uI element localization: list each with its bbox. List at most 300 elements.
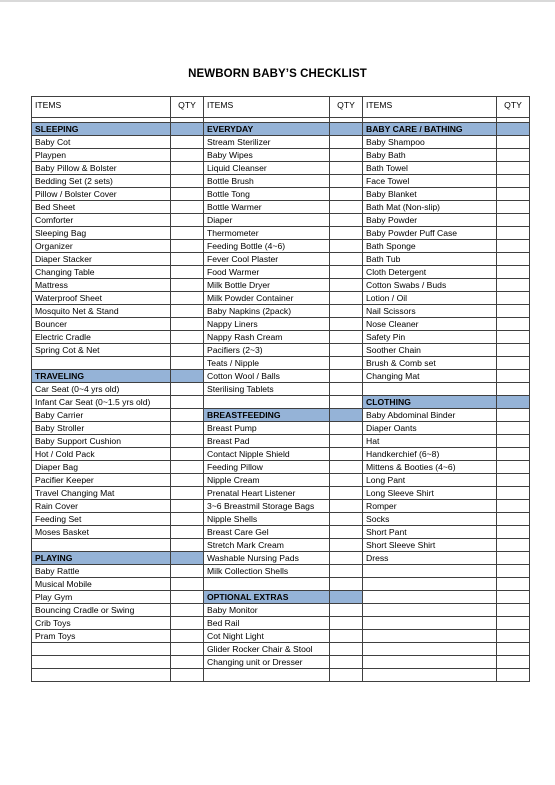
qty-cell[interactable] — [171, 448, 204, 461]
item-cell: Sterilising Tablets — [204, 383, 330, 396]
items-header: ITEMS — [32, 97, 171, 118]
section-header: EVERYDAY — [204, 123, 330, 136]
qty-cell[interactable] — [497, 383, 530, 396]
item-cell: Moses Basket — [32, 526, 171, 539]
item-cell — [363, 565, 497, 578]
qty-cell[interactable] — [171, 578, 204, 591]
qty-cell[interactable] — [171, 656, 204, 669]
item-cell: Breast Care Gel — [204, 526, 330, 539]
item-cell: Stretch Mark Cream — [204, 539, 330, 552]
qty-cell[interactable] — [497, 565, 530, 578]
checklist-row — [32, 591, 530, 604]
item-cell: Baby Napkins (2pack) — [204, 305, 330, 318]
item-cell: Bottle Warmer — [204, 201, 330, 214]
item-cell: Spring Cot & Net — [32, 344, 171, 357]
qty-cell[interactable] — [330, 318, 363, 331]
checklist-row — [32, 162, 530, 175]
qty-cell[interactable] — [330, 292, 363, 305]
checklist-row — [32, 435, 530, 448]
item-cell: Dress — [363, 552, 497, 565]
qty-cell[interactable] — [330, 136, 363, 149]
qty-cell[interactable] — [497, 487, 530, 500]
checklist-row — [32, 500, 530, 513]
checklist-row — [32, 123, 530, 136]
qty-cell[interactable] — [330, 344, 363, 357]
item-cell: Changing Mat — [363, 370, 497, 383]
qty-cell[interactable] — [497, 461, 530, 474]
qty-cell[interactable] — [330, 214, 363, 227]
item-cell — [204, 669, 330, 682]
item-cell: Milk Powder Container — [204, 292, 330, 305]
qty-cell[interactable] — [171, 526, 204, 539]
item-cell: Pacifiers (2~3) — [204, 344, 330, 357]
checklist-row — [32, 578, 530, 591]
qty-cell[interactable] — [171, 201, 204, 214]
item-cell: Pram Toys — [32, 630, 171, 643]
item-cell: Rain Cover — [32, 500, 171, 513]
qty-cell[interactable] — [497, 552, 530, 565]
qty-cell[interactable] — [330, 565, 363, 578]
checklist-row — [32, 513, 530, 526]
checklist-row — [32, 461, 530, 474]
section-header: CLOTHING — [363, 396, 497, 409]
qty-cell[interactable] — [171, 357, 204, 370]
item-cell: Baby Blanket — [363, 188, 497, 201]
item-cell: Electric Cradle — [32, 331, 171, 344]
item-cell: Breast Pump — [204, 422, 330, 435]
qty-cell[interactable] — [330, 227, 363, 240]
item-cell: Baby Wipes — [204, 149, 330, 162]
item-cell: Long Pant — [363, 474, 497, 487]
qty-cell[interactable] — [330, 474, 363, 487]
qty-cell[interactable] — [330, 279, 363, 292]
qty-cell[interactable] — [497, 526, 530, 539]
qty-cell[interactable] — [171, 214, 204, 227]
item-cell: Cloth Detergent — [363, 266, 497, 279]
qty-cell[interactable] — [497, 448, 530, 461]
qty-cell[interactable] — [497, 422, 530, 435]
item-cell — [204, 578, 330, 591]
item-cell: Bath Mat (Non-slip) — [363, 201, 497, 214]
item-cell: Baby Rattle — [32, 565, 171, 578]
item-cell: Face Towel — [363, 175, 497, 188]
qty-cell[interactable] — [497, 617, 530, 630]
checklist-row — [32, 409, 530, 422]
item-cell: Baby Powder — [363, 214, 497, 227]
item-cell: Musical Mobile — [32, 578, 171, 591]
qty-cell[interactable] — [497, 266, 530, 279]
checklist-row — [32, 292, 530, 305]
item-cell: Baby Shampoo — [363, 136, 497, 149]
item-cell: Prenatal Heart Listener — [204, 487, 330, 500]
qty-cell[interactable] — [171, 669, 204, 682]
item-cell: Cotton Swabs / Buds — [363, 279, 497, 292]
checklist-row — [32, 175, 530, 188]
item-cell: Sleeping Bag — [32, 227, 171, 240]
item-cell: Baby Pillow & Bolster — [32, 162, 171, 175]
section-qty-cell[interactable] — [330, 409, 363, 422]
checklist-row — [32, 383, 530, 396]
qty-cell[interactable] — [171, 513, 204, 526]
page-title: NEWBORN BABY’S CHECKLIST — [188, 68, 367, 80]
item-cell: Baby Abdominal Binder — [363, 409, 497, 422]
section-header: PLAYING — [32, 552, 171, 565]
qty-cell[interactable] — [171, 175, 204, 188]
qty-cell[interactable] — [497, 136, 530, 149]
item-cell: Teats / Nipple — [204, 357, 330, 370]
item-cell: Food Warmer — [204, 266, 330, 279]
section-qty-cell[interactable] — [171, 370, 204, 383]
qty-cell[interactable] — [171, 227, 204, 240]
qty-cell[interactable] — [497, 604, 530, 617]
qty-cell[interactable] — [497, 435, 530, 448]
item-cell — [32, 357, 171, 370]
item-cell: Baby Cot — [32, 136, 171, 149]
qty-cell[interactable] — [330, 305, 363, 318]
qty-cell[interactable] — [171, 253, 204, 266]
item-cell: 3~6 Breastmil Storage Bags — [204, 500, 330, 513]
checklist-row — [32, 552, 530, 565]
qty-cell[interactable] — [497, 201, 530, 214]
checklist-row — [32, 136, 530, 149]
section-header: BABY CARE / BATHING — [363, 123, 497, 136]
checklist-row — [32, 669, 530, 682]
checklist-row — [32, 474, 530, 487]
qty-cell[interactable] — [497, 175, 530, 188]
item-cell — [363, 656, 497, 669]
checklist-row — [32, 630, 530, 643]
qty-cell[interactable] — [171, 487, 204, 500]
item-cell: Short Pant — [363, 526, 497, 539]
qty-cell[interactable] — [497, 591, 530, 604]
items-header: ITEMS — [363, 97, 497, 118]
qty-cell[interactable] — [171, 331, 204, 344]
qty-cell[interactable] — [171, 617, 204, 630]
item-cell: Feeding Set — [32, 513, 171, 526]
item-cell: Handkerchief (6~8) — [363, 448, 497, 461]
qty-cell[interactable] — [497, 240, 530, 253]
qty-cell[interactable] — [330, 513, 363, 526]
item-cell: Pillow / Bolster Cover — [32, 188, 171, 201]
qty-cell[interactable] — [330, 461, 363, 474]
item-cell: Nipple Shells — [204, 513, 330, 526]
item-cell: Diaper Bag — [32, 461, 171, 474]
item-cell: Bouncer — [32, 318, 171, 331]
item-cell: Lotion / Oil — [363, 292, 497, 305]
item-cell: Bath Sponge — [363, 240, 497, 253]
item-cell: Thermometer — [204, 227, 330, 240]
qty-cell[interactable] — [330, 175, 363, 188]
qty-cell[interactable] — [171, 630, 204, 643]
item-cell — [32, 656, 171, 669]
qty-cell[interactable] — [330, 630, 363, 643]
checklist-row — [32, 487, 530, 500]
item-cell: Bath Towel — [363, 162, 497, 175]
qty-cell[interactable] — [171, 188, 204, 201]
section-qty-cell[interactable] — [497, 123, 530, 136]
checklist-table — [31, 96, 530, 682]
qty-cell[interactable] — [497, 578, 530, 591]
qty-cell[interactable] — [171, 279, 204, 292]
item-cell: Bedding Set (2 sets) — [32, 175, 171, 188]
item-cell — [363, 604, 497, 617]
item-cell: Changing Table — [32, 266, 171, 279]
qty-cell[interactable] — [330, 240, 363, 253]
qty-cell[interactable] — [330, 422, 363, 435]
checklist-row — [32, 370, 530, 383]
item-cell: Milk Bottle Dryer — [204, 279, 330, 292]
item-cell: Nose Cleaner — [363, 318, 497, 331]
item-cell — [32, 539, 171, 552]
item-cell: Comforter — [32, 214, 171, 227]
checklist-row — [32, 656, 530, 669]
qty-cell[interactable] — [171, 435, 204, 448]
qty-cell[interactable] — [171, 240, 204, 253]
section-qty-cell[interactable] — [171, 123, 204, 136]
page-top-rule — [0, 0, 555, 2]
qty-cell[interactable] — [171, 136, 204, 149]
item-cell: Long Sleeve Shirt — [363, 487, 497, 500]
item-cell — [363, 630, 497, 643]
qty-cell[interactable] — [330, 188, 363, 201]
section-header: OPTIONAL EXTRAS — [204, 591, 330, 604]
qty-cell[interactable] — [171, 266, 204, 279]
checklist-row — [32, 214, 530, 227]
qty-cell[interactable] — [171, 149, 204, 162]
checklist-body — [32, 97, 530, 682]
item-cell — [363, 643, 497, 656]
qty-cell[interactable] — [497, 188, 530, 201]
qty-cell[interactable] — [330, 357, 363, 370]
qty-cell[interactable] — [497, 474, 530, 487]
qty-cell[interactable] — [330, 500, 363, 513]
checklist-row — [32, 448, 530, 461]
qty-header: QTY — [330, 97, 363, 118]
qty-cell[interactable] — [330, 604, 363, 617]
qty-cell[interactable] — [171, 474, 204, 487]
section-qty-cell[interactable] — [330, 591, 363, 604]
checklist-row — [32, 331, 530, 344]
qty-cell[interactable] — [497, 318, 530, 331]
qty-cell[interactable] — [497, 500, 530, 513]
qty-cell[interactable] — [497, 149, 530, 162]
qty-cell[interactable] — [330, 487, 363, 500]
qty-cell[interactable] — [497, 162, 530, 175]
item-cell: Baby Stroller — [32, 422, 171, 435]
qty-cell[interactable] — [171, 500, 204, 513]
section-qty-cell[interactable] — [497, 396, 530, 409]
qty-cell[interactable] — [497, 513, 530, 526]
item-cell — [32, 669, 171, 682]
item-cell: Diaper Stacker — [32, 253, 171, 266]
item-cell: Playpen — [32, 149, 171, 162]
item-cell: Baby Support Cushion — [32, 435, 171, 448]
qty-cell[interactable] — [330, 149, 363, 162]
item-cell: Soother Chain — [363, 344, 497, 357]
qty-cell[interactable] — [330, 162, 363, 175]
checklist-row — [32, 318, 530, 331]
item-cell: Changing unit or Dresser — [204, 656, 330, 669]
qty-cell[interactable] — [330, 435, 363, 448]
section-qty-cell[interactable] — [171, 552, 204, 565]
item-cell: Mosquito Net & Stand — [32, 305, 171, 318]
qty-cell[interactable] — [171, 305, 204, 318]
item-cell: Romper — [363, 500, 497, 513]
item-cell: Nappy Liners — [204, 318, 330, 331]
item-cell: Nail Scissors — [363, 305, 497, 318]
qty-cell[interactable] — [330, 201, 363, 214]
qty-cell[interactable] — [330, 656, 363, 669]
checklist-row — [32, 539, 530, 552]
checklist-row — [32, 604, 530, 617]
qty-cell[interactable] — [171, 461, 204, 474]
qty-cell[interactable] — [497, 214, 530, 227]
section-header: SLEEPING — [32, 123, 171, 136]
checklist-row — [32, 526, 530, 539]
qty-cell[interactable] — [497, 409, 530, 422]
qty-cell[interactable] — [497, 539, 530, 552]
qty-cell[interactable] — [330, 669, 363, 682]
qty-cell[interactable] — [330, 396, 363, 409]
qty-cell[interactable] — [171, 292, 204, 305]
item-cell: Short Sleeve Shirt — [363, 539, 497, 552]
qty-cell[interactable] — [497, 630, 530, 643]
item-cell: Bed Sheet — [32, 201, 171, 214]
item-cell: Feeding Pillow — [204, 461, 330, 474]
item-cell — [32, 643, 171, 656]
qty-cell[interactable] — [330, 643, 363, 656]
item-cell: Safety Pin — [363, 331, 497, 344]
item-cell: Baby Bath — [363, 149, 497, 162]
checklist-row — [32, 344, 530, 357]
item-cell: Liquid Cleanser — [204, 162, 330, 175]
qty-cell[interactable] — [497, 643, 530, 656]
qty-cell[interactable] — [497, 292, 530, 305]
item-cell: Play Gym — [32, 591, 171, 604]
qty-cell[interactable] — [330, 448, 363, 461]
checklist-row — [32, 188, 530, 201]
checklist-row — [32, 201, 530, 214]
qty-cell[interactable] — [330, 552, 363, 565]
qty-cell[interactable] — [330, 539, 363, 552]
checklist-row — [32, 422, 530, 435]
item-cell: Baby Powder Puff Case — [363, 227, 497, 240]
qty-cell[interactable] — [330, 383, 363, 396]
qty-cell[interactable] — [171, 383, 204, 396]
qty-cell[interactable] — [171, 643, 204, 656]
item-cell: Mittens & Booties (4~6) — [363, 461, 497, 474]
checklist-row — [32, 396, 530, 409]
qty-cell[interactable] — [171, 409, 204, 422]
item-cell: Milk Collection Shells — [204, 565, 330, 578]
qty-cell[interactable] — [497, 279, 530, 292]
qty-cell[interactable] — [330, 617, 363, 630]
header-row — [32, 97, 530, 118]
section-header: TRAVELING — [32, 370, 171, 383]
qty-cell[interactable] — [330, 526, 363, 539]
item-cell: Contact Nipple Shield — [204, 448, 330, 461]
item-cell — [204, 396, 330, 409]
item-cell: Nipple Cream — [204, 474, 330, 487]
item-cell: Breast Pad — [204, 435, 330, 448]
item-cell: Feeding Bottle (4~6) — [204, 240, 330, 253]
qty-header: QTY — [171, 97, 204, 118]
qty-cell[interactable] — [330, 253, 363, 266]
qty-cell[interactable] — [171, 604, 204, 617]
qty-cell[interactable] — [497, 227, 530, 240]
qty-cell[interactable] — [171, 344, 204, 357]
qty-cell[interactable] — [497, 669, 530, 682]
section-qty-cell[interactable] — [330, 123, 363, 136]
qty-cell[interactable] — [497, 357, 530, 370]
qty-cell[interactable] — [497, 344, 530, 357]
item-cell — [363, 617, 497, 630]
checklist-row — [32, 227, 530, 240]
checklist-row — [32, 266, 530, 279]
qty-cell[interactable] — [171, 565, 204, 578]
qty-cell[interactable] — [171, 162, 204, 175]
qty-cell[interactable] — [497, 331, 530, 344]
item-cell: Bottle Tong — [204, 188, 330, 201]
qty-cell[interactable] — [497, 370, 530, 383]
qty-cell[interactable] — [171, 539, 204, 552]
checklist-row — [32, 279, 530, 292]
item-cell: Cotton Wool / Balls — [204, 370, 330, 383]
qty-cell[interactable] — [171, 396, 204, 409]
item-cell: Baby Monitor — [204, 604, 330, 617]
checklist-row — [32, 565, 530, 578]
item-cell: Baby Carrier — [32, 409, 171, 422]
checklist-row — [32, 253, 530, 266]
checklist-row — [32, 305, 530, 318]
section-header: BREASTFEEDING — [204, 409, 330, 422]
item-cell: Diaper — [204, 214, 330, 227]
qty-header: QTY — [497, 97, 530, 118]
item-cell: Organizer — [32, 240, 171, 253]
items-header: ITEMS — [204, 97, 330, 118]
qty-cell[interactable] — [497, 656, 530, 669]
item-cell: Waterproof Sheet — [32, 292, 171, 305]
item-cell: Brush & Comb set — [363, 357, 497, 370]
item-cell: Stream Sterilizer — [204, 136, 330, 149]
item-cell: Washable Nursing Pads — [204, 552, 330, 565]
qty-cell[interactable] — [171, 318, 204, 331]
item-cell: Pacifier Keeper — [32, 474, 171, 487]
item-cell: Bed Rail — [204, 617, 330, 630]
item-cell: Travel Changing Mat — [32, 487, 171, 500]
item-cell: Infant Car Seat (0~1.5 yrs old) — [32, 396, 171, 409]
item-cell: Bottle Brush — [204, 175, 330, 188]
qty-cell[interactable] — [330, 266, 363, 279]
checklist-row — [32, 643, 530, 656]
qty-cell[interactable] — [171, 591, 204, 604]
checklist-row — [32, 357, 530, 370]
qty-cell[interactable] — [497, 253, 530, 266]
item-cell: Cot Night Light — [204, 630, 330, 643]
item-cell: Bath Tub — [363, 253, 497, 266]
item-cell: Diaper Oants — [363, 422, 497, 435]
qty-cell[interactable] — [171, 422, 204, 435]
item-cell: Crib Toys — [32, 617, 171, 630]
qty-cell[interactable] — [497, 305, 530, 318]
item-cell: Nappy Rash Cream — [204, 331, 330, 344]
qty-cell[interactable] — [330, 370, 363, 383]
item-cell: Hot / Cold Pack — [32, 448, 171, 461]
qty-cell[interactable] — [330, 578, 363, 591]
item-cell — [363, 669, 497, 682]
qty-cell[interactable] — [330, 331, 363, 344]
item-cell: Glider Rocker Chair & Stool — [204, 643, 330, 656]
